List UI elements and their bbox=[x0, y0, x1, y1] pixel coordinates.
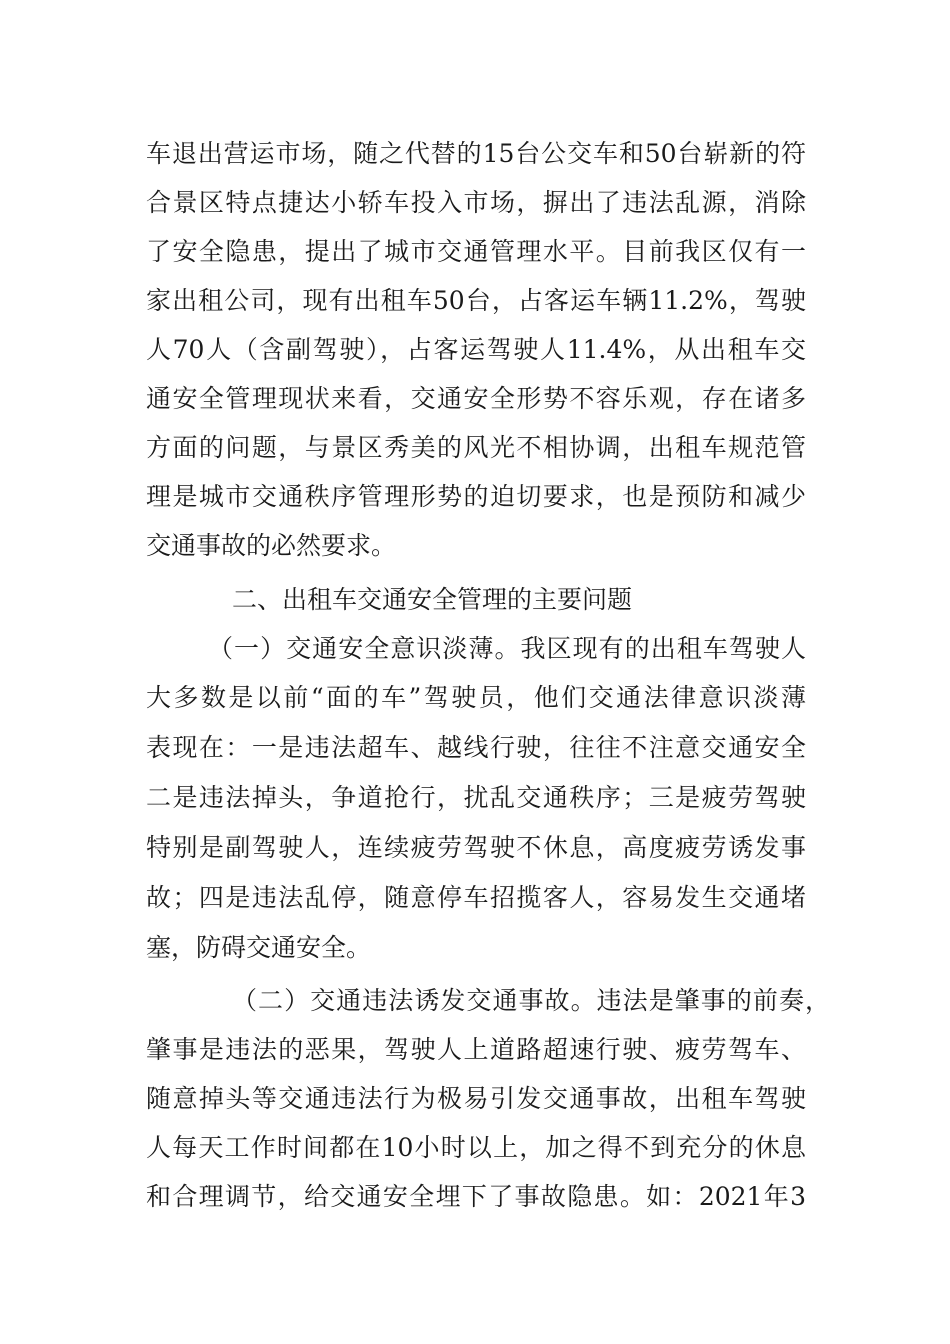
text-line: 方面的问题，与景区秀美的风光不相协调，出租车规范管 bbox=[146, 433, 806, 462]
text-line: 大多数是以前“面的车”驾驶员，他们交通法律意识淡薄 bbox=[146, 683, 806, 712]
section-heading: 二、出租车交通安全管理的主要问题 bbox=[232, 585, 633, 614]
text-line: 车退出营运市场，随之代替的15台公交车和50台崭新的符 bbox=[146, 139, 806, 168]
text-line: （二）交通违法诱发交通事故。违法是肇事的前奏， bbox=[232, 986, 830, 1015]
text-line: 故；四是违法乱停，随意停车招揽客人，容易发生交通堵 bbox=[146, 883, 806, 912]
text-line: 家出租公司，现有出租车50台，占客运车辆11.2%，驾驶 bbox=[146, 286, 806, 315]
text-line: 二是违法掉头，争道抢行，扰乱交通秩序；三是疲劳驾驶 bbox=[146, 783, 806, 812]
text-line: 交通事故的必然要求。 bbox=[146, 531, 397, 560]
text-line: 通安全管理现状来看，交通安全形势不容乐观，存在诸多 bbox=[146, 384, 806, 413]
text-line: 人70人（含副驾驶），占客运驾驶人11.4%，从出租车交 bbox=[146, 335, 806, 364]
text-line: 表现在：一是违法超车、越线行驶，往往不注意交通安全 bbox=[146, 733, 806, 762]
text-line: 了安全隐患，提出了城市交通管理水平。目前我区仅有一 bbox=[146, 237, 806, 266]
text-line: 特别是副驾驶人，连续疲劳驾驶不休息，高度疲劳诱发事 bbox=[146, 833, 806, 862]
text-line: 合景区特点捷达小轿车投入市场，摒出了违法乱源，消除 bbox=[146, 188, 806, 217]
text-line: 塞，防碍交通安全。 bbox=[146, 933, 372, 962]
text-line: 随意掉头等交通违法行为极易引发交通事故，出租车驾驶 bbox=[146, 1084, 806, 1113]
text-line: 和合理调节，给交通安全埋下了事故隐患。如：2021年3 bbox=[146, 1182, 806, 1211]
text-line: 肇事是违法的恶果，驾驶人上道路超速行驶、疲劳驾车、 bbox=[146, 1035, 806, 1064]
text-line: 人每天工作时间都在10小时以上，加之得不到充分的休息 bbox=[146, 1133, 806, 1162]
text-line: 理是城市交通秩序管理形势的迫切要求，也是预防和减少 bbox=[146, 482, 806, 511]
text-line: （一）交通安全意识淡薄。我区现有的出租车驾驶人 bbox=[208, 634, 806, 663]
